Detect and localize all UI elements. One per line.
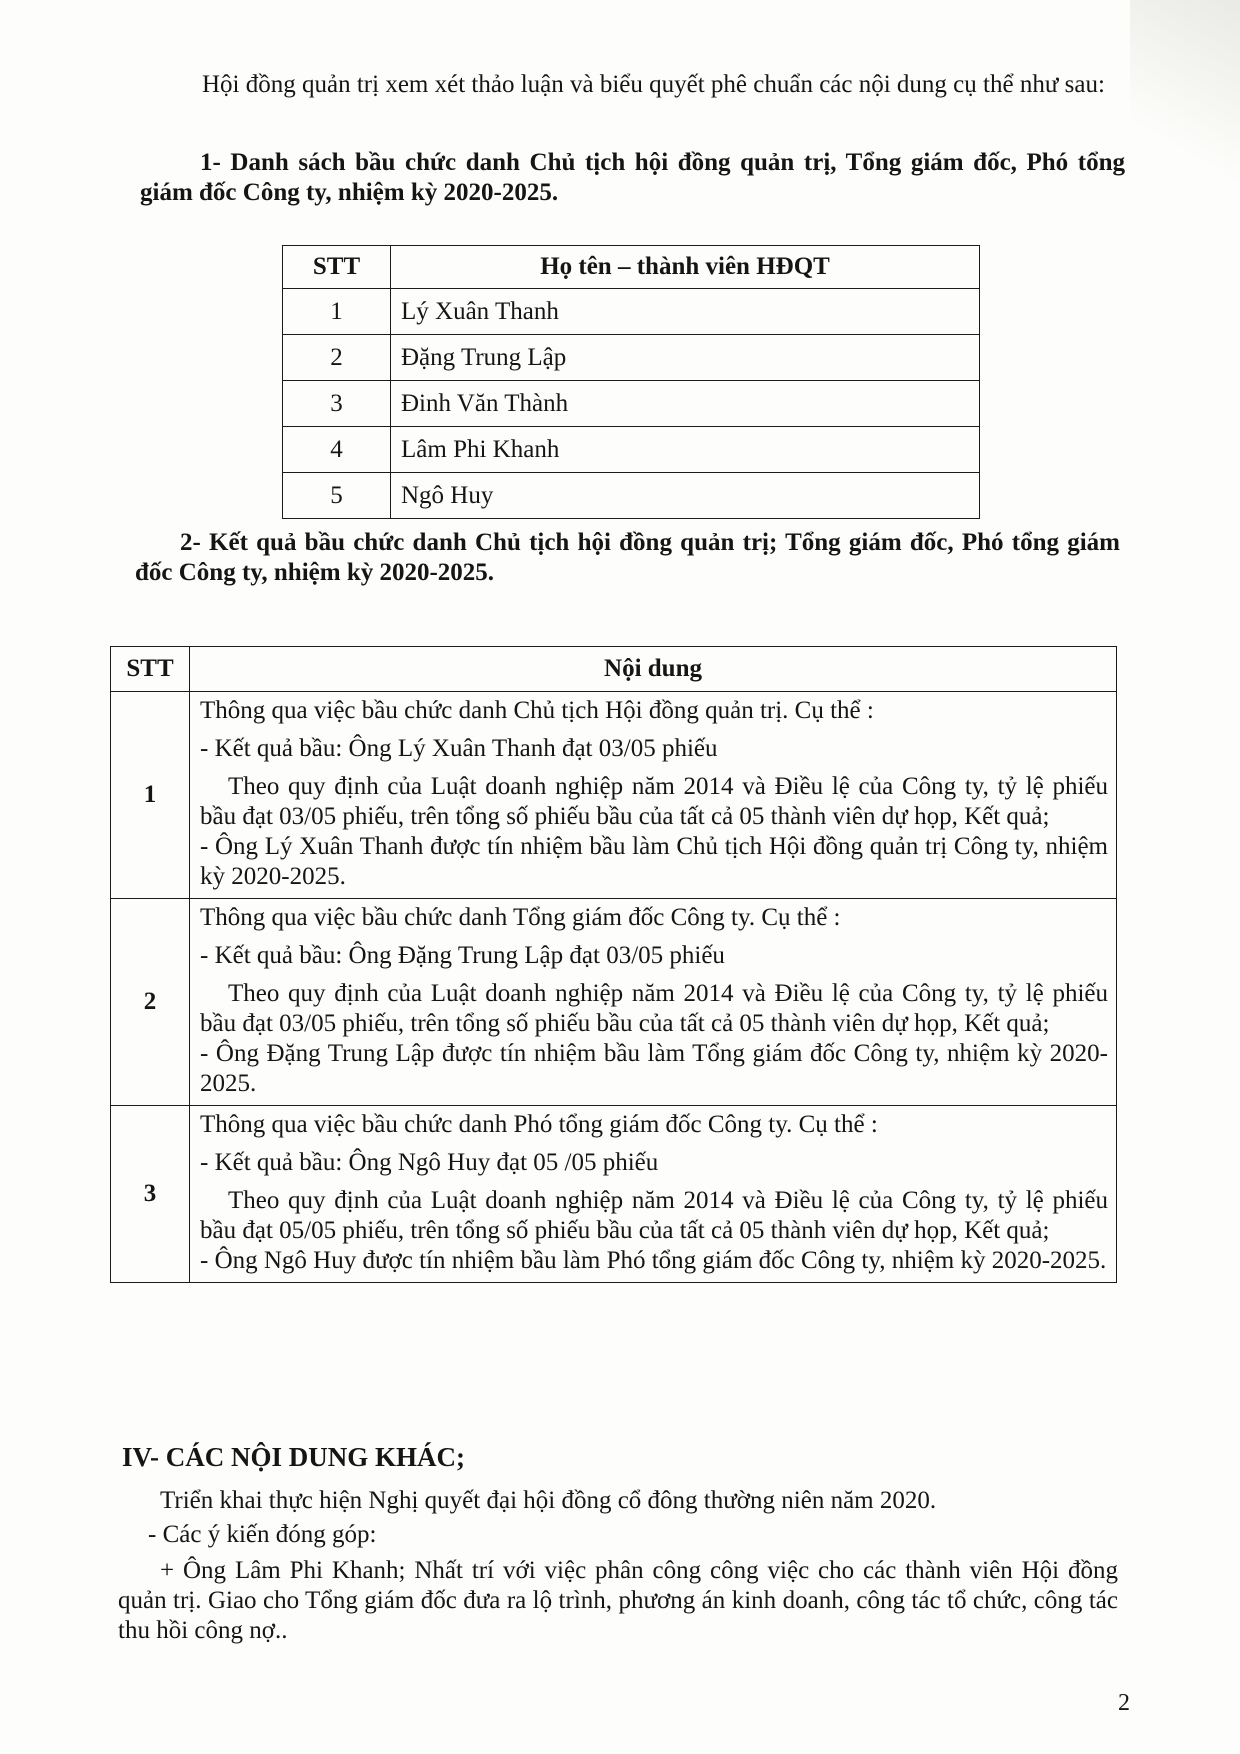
heading-candidate-list: 1- Danh sách bầu chức danh Chủ tịch hội đồng quản trị, Tổng giám đốc, Phó tổng giám đốc Công ty, nhiệm kỳ 2020-2025. [140,149,1125,206]
row-stt: 3 [111,1106,190,1283]
row-stt: 3 [283,381,391,427]
table-header-row [111,647,1117,692]
row-content [190,899,1117,1106]
section-iv-opinion-item: + Ông Lâm Phi Khanh; Nhất trí với việc phân công công việc cho các thành viên Hội đồng quản trị. Giao cho Tổng giám đốc đưa ra lộ trình, phương án kinh doanh, công tác tổ chức, công tác thu hồi công nợ.. [118,1557,1118,1644]
row-name: Ngô Huy [391,473,980,519]
folded-corner [1130,0,1240,200]
header-stt: STT [111,647,190,692]
row-name: Đinh Văn Thành [391,381,980,427]
resolution-line: Thông qua việc bầu chức danh Tổng giám đốc Công ty. Cụ thể : [200,904,841,931]
appointment-line: - Ông Lý Xuân Thanh được tín nhiệm bầu làm Chủ tịch Hội đồng quản trị Công ty, nhiệm kỳ 2020-2025. [200,833,1108,890]
intro-paragraph: Hội đồng quản trị xem xét thảo luận và biểu quyết phê chuẩn các nội dung cụ thể như sau: [202,71,1105,98]
resolution-line: Thông qua việc bầu chức danh Chủ tịch Hội đồng quản trị. Cụ thể : [200,697,874,724]
row-stt: 1 [283,289,391,335]
legal-basis-line: Theo quy định của Luật doanh nghiệp năm 2014 và Điều lệ của Công ty, tỷ lệ phiếu bầu đạt 03/05 phiếu, trên tổng số phiếu bầu của tất cả 05 thành viên dự họp, Kết quả; [200,980,1108,1037]
section-iv-paragraph: Triển khai thực hiện Nghị quyết đại hội đồng cổ đông thường niên năm 2020. [160,1487,937,1514]
table-row [283,289,980,335]
row-content [190,1106,1117,1283]
legal-basis-line: Theo quy định của Luật doanh nghiệp năm 2014 và Điều lệ của Công ty, tỷ lệ phiếu bầu đạt 03/05 phiếu, trên tổng số phiếu bầu của tất cả 05 thành viên dự họp, Kết quả; [200,773,1108,830]
appointment-line: - Ông Đặng Trung Lập được tín nhiệm bầu làm Tổng giám đốc Công ty, nhiệm kỳ 2020-2025. [200,1040,1108,1097]
row-stt: 2 [283,335,391,381]
row-name: Lý Xuân Thanh [391,289,980,335]
table-row [283,381,980,427]
row-name: Đặng Trung Lập [391,335,980,381]
header-content: Nội dung [190,647,1117,692]
appointment-line: - Ông Ngô Huy được tín nhiệm bầu làm Phó tổng giám đốc Công ty, nhiệm kỳ 2020-2025. [200,1247,1107,1274]
table-header-row [283,246,980,289]
vote-result-line: - Kết quả bầu: Ông Đặng Trung Lập đạt 03/05 phiếu [200,942,725,969]
row-stt: 1 [111,692,190,899]
row-stt: 2 [111,899,190,1106]
heading-election-results: 2- Kết quả bầu chức danh Chủ tịch hội đồng quản trị; Tổng giám đốc, Phó tổng giám đốc Công ty, nhiệm kỳ 2020-2025. [135,529,1120,586]
vote-result-line: - Kết quả bầu: Ông Ngô Huy đạt 05 /05 phiếu [200,1149,659,1176]
section-iv-title: IV- CÁC NỘI DUNG KHÁC; [122,1442,465,1472]
table-row [283,473,980,519]
row-name: Lâm Phi Khanh [391,427,980,473]
results-table [110,646,1117,1283]
legal-basis-line: Theo quy định của Luật doanh nghiệp năm 2014 và Điều lệ của Công ty, tỷ lệ phiếu bầu đạt 05/05 phiếu, trên tổng số phiếu bầu của tất cả 05 thành viên dự họp, Kết quả; [200,1187,1108,1244]
row-stt: 5 [283,473,391,519]
candidate-table [282,245,980,519]
header-stt: STT [283,246,391,289]
row-content [190,692,1117,899]
page-number: 2 [1118,1690,1130,1716]
vote-result-line: - Kết quả bầu: Ông Lý Xuân Thanh đạt 03/05 phiếu [200,735,718,762]
table-row [111,692,1117,899]
table-row [283,427,980,473]
header-member-name: Họ tên – thành viên HĐQT [391,246,980,289]
row-stt: 4 [283,427,391,473]
resolution-line: Thông qua việc bầu chức danh Phó tổng giám đốc Công ty. Cụ thể : [200,1111,878,1138]
section-iv-opinions-label: - Các ý kiến đóng góp: [148,1521,377,1548]
table-row [283,335,980,381]
table-row [111,899,1117,1106]
table-row [111,1106,1117,1283]
